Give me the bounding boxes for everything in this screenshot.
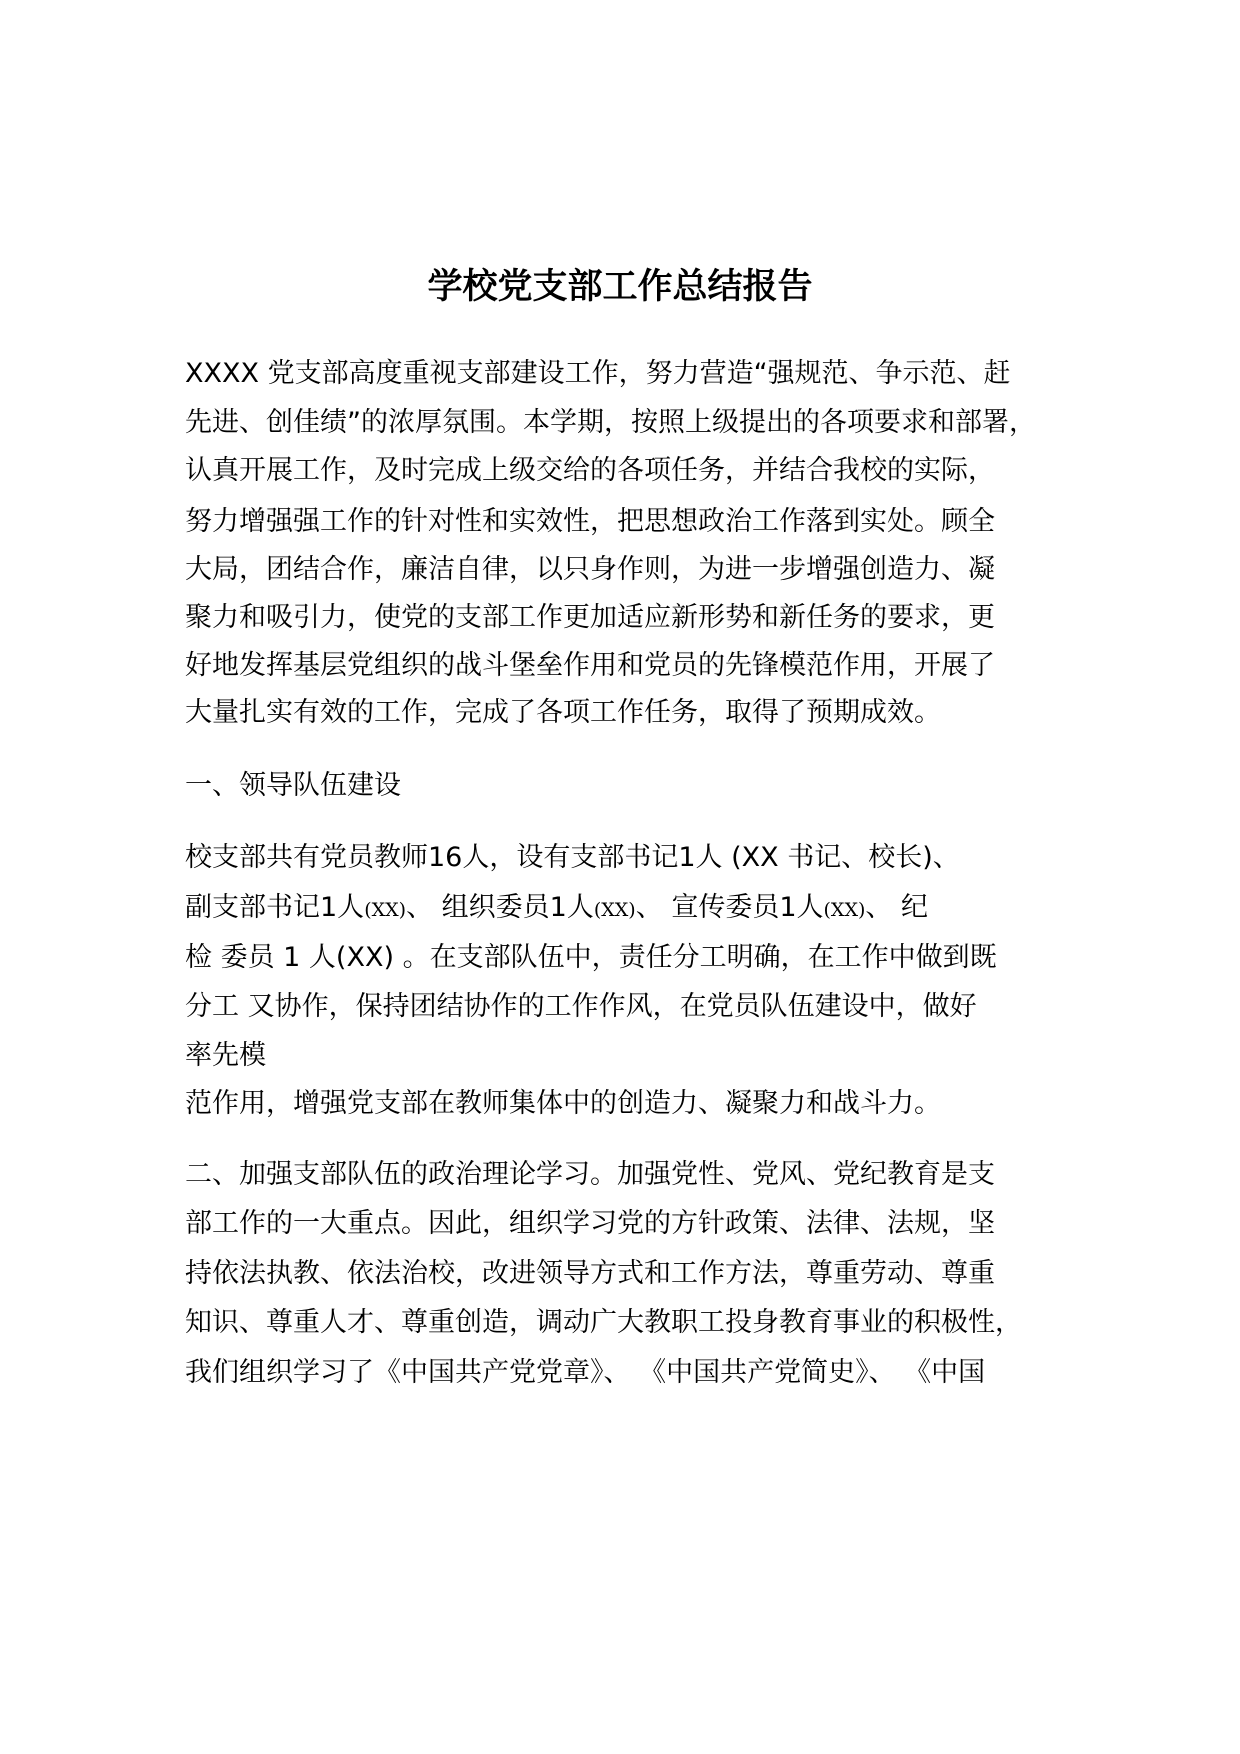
- paragraph-line: [185, 888, 928, 930]
- paragraph-line: 分工 又协作，保持团结协作的工作作风，在党员队伍建设中，做好: [185, 991, 977, 1022]
- paragraph-line: 认真开展工作，及时完成上级交给的各项任务，并结合我校的实际，: [185, 455, 995, 486]
- document-title: 学校党支部工作总结报告: [427, 267, 813, 307]
- paragraph-line: 范作用，增强党支部在教师集体中的创造力、凝聚力和战斗力。: [185, 1088, 941, 1119]
- paragraph-line: 率先模: [185, 1040, 266, 1071]
- paragraph-line: 好地发挥基层党组织的战斗堡垒作用和党员的先锋模范作用，开展了: [185, 650, 995, 681]
- paragraph-line: 努力增强强工作的针对性和实效性，把思想政治工作落到实处。顾全: [185, 506, 995, 537]
- paragraph-line: 二、加强支部队伍的政治理论学习。加强党性、党风、党纪教育是支: [185, 1159, 995, 1190]
- text-span: 副支部书记1人: [185, 892, 365, 923]
- paragraph-line: 校支部共有党员教师16人，设有支部书记1人 (XX 书记、校长)、: [185, 842, 960, 873]
- paragraph-line: 检 委员 1 人(XX) 。在支部队伍中，责任分工明确，在工作中做到既: [185, 942, 997, 973]
- text-span: (XX): [593, 899, 636, 921]
- paragraph-line: XXXX 党支部高度重视支部建设工作，努力营造“强规范、争示范、赶: [185, 358, 1011, 389]
- text-span: (XX): [823, 899, 866, 921]
- paragraph-line: 大量扎实有效的工作，完成了各项工作任务，取得了预期成效。: [185, 697, 941, 728]
- text-span: 、 纪: [865, 892, 928, 923]
- paragraph-line: 聚力和吸引力，使党的支部工作更加适应新形势和新任务的要求，更: [185, 602, 995, 633]
- paragraph-line: 知识、尊重人才、尊重创造，调动广大教职工投身教育事业的积极性，: [185, 1307, 1022, 1338]
- paragraph-line: 持依法执教、依法治校，改进领导方式和工作方法，尊重劳动、尊重: [185, 1258, 995, 1289]
- text-span: 、 组织委员1人: [406, 892, 594, 923]
- paragraph-line: 大局，团结合作，廉洁自律，以只身作则，为进一步增强创造力、凝: [185, 554, 995, 585]
- paragraph-line: 先进、创佳绩”的浓厚氛围。本学期，按照上级提出的各项要求和部署，: [185, 407, 1036, 438]
- paragraph-line: 我们组织学习了《中国共产党党章》、 《中国共产党简史》、 《中国: [185, 1357, 986, 1388]
- text-span: 、 宣传委员1人: [635, 892, 824, 923]
- text-span: (XX): [364, 899, 407, 921]
- section-heading: 一、领导队伍建设: [185, 770, 401, 801]
- paragraph-line: 部工作的一大重点。因此，组织学习党的方针政策、法律、法规，坚: [185, 1208, 995, 1239]
